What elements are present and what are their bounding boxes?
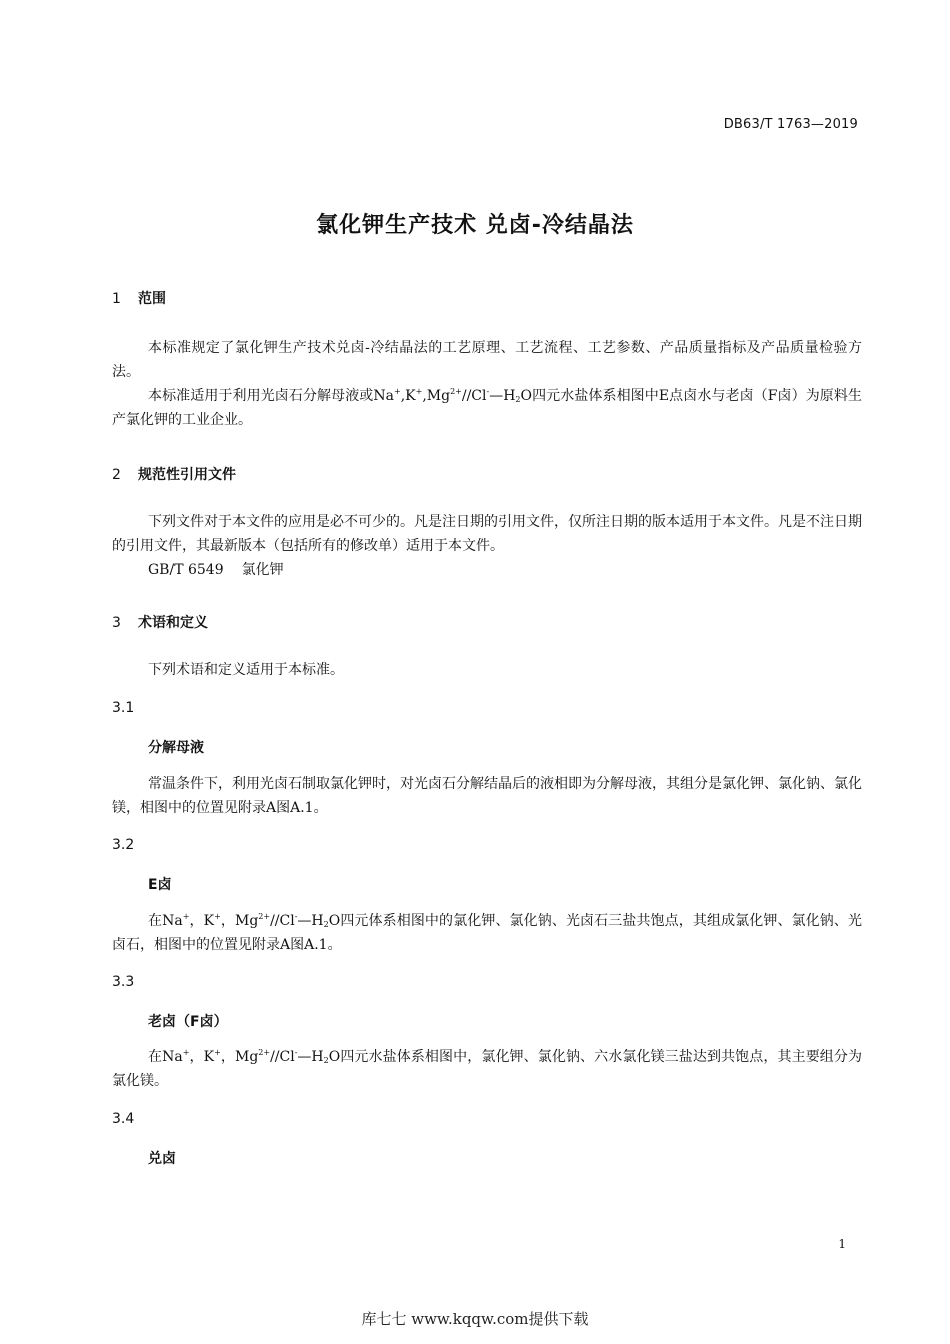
- term-3-4-name: 兑卤: [148, 1151, 176, 1167]
- section-2-heading: [112, 464, 236, 484]
- section-number: 2: [112, 467, 121, 483]
- term-3-3-number: 3.3: [112, 974, 135, 990]
- document-title: 氯化钾生产技术 兑卤-冷结晶法: [316, 213, 634, 238]
- section-title: 范围: [138, 291, 166, 307]
- section-1-heading: [112, 288, 166, 308]
- standard-number: DB63/T 1763—2019: [723, 117, 858, 132]
- section-1-paragraph-2: 本标准适用于利用光卤石分解母液或$Na^+,K^+,Mg^{2+}//Cl^-—H_2O$四元水盐体系相图中E点卤水与老卤（F卤）为原料生产氯化钾的工业企业。: [112, 387, 862, 428]
- section-title: 术语和定义: [138, 615, 208, 631]
- reference-name: 氯化钾: [241, 562, 284, 578]
- term-3-1-definition: 常温条件下，利用光卤石制取氯化钾时，对光卤石分解结晶后的液相即为分解母液，其组分是氯化钾、氯化钠、氯化镁，相图中的位置见附录A图A.1。: [112, 776, 862, 816]
- term-3-4-number: 3.4: [112, 1111, 135, 1127]
- term-3-2-definition: 在Na+，K+，$Mg^{2+}//Cl^-—H_2O$四元体系相图中的氯化钾、氯化钠、光卤石三盐共饱点，其组成氯化钾、氯化钠、光卤石，相图中的位置见附录A图A.1。: [112, 912, 862, 953]
- section-3-paragraph-1: 下列术语和定义适用于本标准。: [148, 662, 344, 678]
- section-1-paragraph-1: 本标准规定了氯化钾生产技术兑卤-冷结晶法的工艺原理、工艺流程、工艺参数、产品质量指标及产品质量检验方法。: [112, 340, 862, 380]
- section-2-paragraph-1: 下列文件对于本文件的应用是必不可少的。凡是注日期的引用文件，仅所注日期的版本适用于本文件。凡是不注日期的引用文件，其最新版本（包括所有的修改单）适用于本文件。: [112, 514, 862, 554]
- download-footer: 库七七 www.kqqw.com提供下载: [361, 1310, 589, 1328]
- section-title: 规范性引用文件: [138, 467, 236, 483]
- section-3-heading: [112, 612, 208, 632]
- term-3-3-definition: 在Na+，K+，$Mg^{2+}//Cl^-—H_2O$四元水盐体系相图中，氯化钾、氯化钠、六水氯化镁三盐达到共饱点，其主要组分为氯化镁。: [112, 1048, 862, 1089]
- term-3-2-name: E卤: [148, 877, 172, 893]
- reference-code: GB/T 6549: [148, 562, 224, 578]
- term-3-3-name: 老卤（F卤）: [148, 1014, 228, 1030]
- section-number: 1: [112, 291, 121, 307]
- section-number: 3: [112, 615, 121, 631]
- term-3-1-name: 分解母液: [148, 740, 204, 756]
- page-number: 1: [838, 1237, 846, 1251]
- term-3-2-number: 3.2: [112, 837, 135, 853]
- normative-reference: [148, 558, 284, 582]
- term-3-1-number: 3.1: [112, 700, 135, 716]
